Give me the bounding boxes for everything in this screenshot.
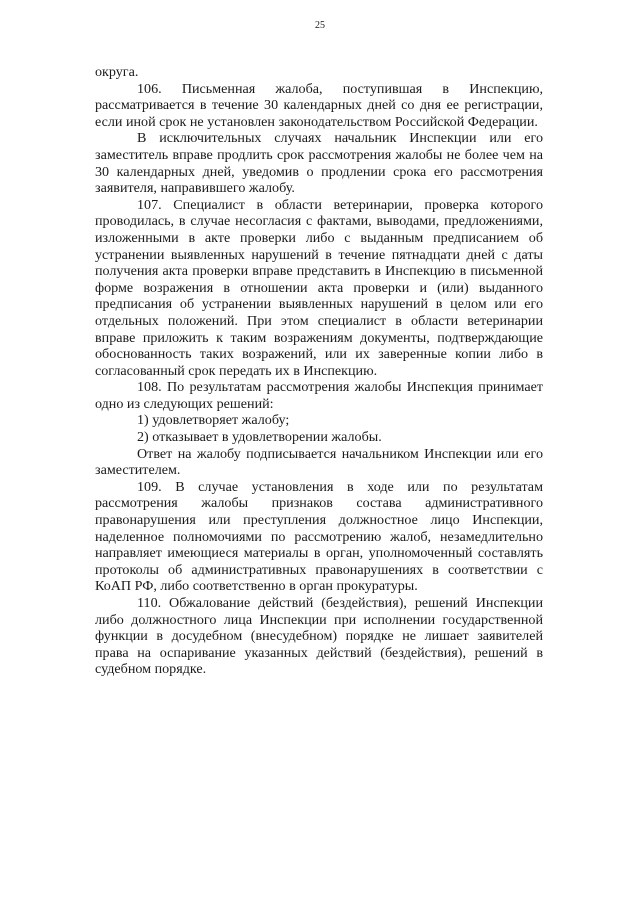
document-body [95, 64, 543, 678]
paragraph-108-item-2: 2) отказывает в удовлетворении жалобы. [137, 429, 382, 446]
paragraph-107: 107. Специалист в области ветеринарии, проверка которого проводилась, в случае несогласия с фактами, выводами, предложениями, изложенными в акте проверки либо с выданным предписанием об устранении выявленных нарушений в течение пятнадцати дней с даты получения акта проверки вправе представить в Инспекцию в письменной форме возражения в отношении акта проверки и (или) выданного предписания об устранении выявленных нарушений в целом или его отдельных положений. При этом специалист в области ветеринарии вправе приложить к таким возражениям документы, подтверждающие обоснованность таких возражений, или их заверенные копии либо в согласованный срок передать их в Инспекцию. [95, 196, 543, 379]
paragraph-108-signature: Ответ на жалобу подписывается начальником Инспекции или его заместителем. [95, 445, 543, 479]
paragraph-110: 110. Обжалование действий (бездействия), решений Инспекции либо должностного лица Инспекции при исполнении государственной функции в досудебном (внесудебном) порядке не лишает заявителей права на оспаривание указанных действий (бездействия), решений в судебном порядке. [95, 595, 543, 678]
paragraph-106: 106. Письменная жалоба, поступившая в Инспекцию, рассматривается в течение 30 календарных дней со дня ее регистрации, если иной срок не установлен законодательством Российской Федерации. [95, 80, 543, 130]
paragraph-108: 108. По результатам рассмотрения жалобы Инспекция принимает одно из следующих решений: [95, 379, 543, 412]
paragraph-continuation: округа. [95, 64, 139, 80]
paragraph-106-extension: В исключительных случаях начальник Инспекции или его заместитель вправе продлить срок рассмотрения жалобы не более чем на 30 календарных дней, уведомив о продлении срока его рассмотрения заявителя, направившего жалобу. [95, 130, 543, 197]
paragraph-108-item-1: 1) удовлетворяет жалобу; [137, 412, 290, 429]
page-number: 25 [315, 20, 325, 31]
paragraph-109: 109. В случае установления в ходе или по результатам рассмотрения жалобы признаков состава административного правонарушения или преступления должностное лицо Инспекции, наделенное полномочиями по рассмотрению жалоб, незамедлительно направляет имеющиеся материалы в орган, уполномоченный составлять протоколы об административных правонарушениях в соответствии с КоАП РФ, либо соответственно в орган прокуратуры. [95, 478, 543, 595]
